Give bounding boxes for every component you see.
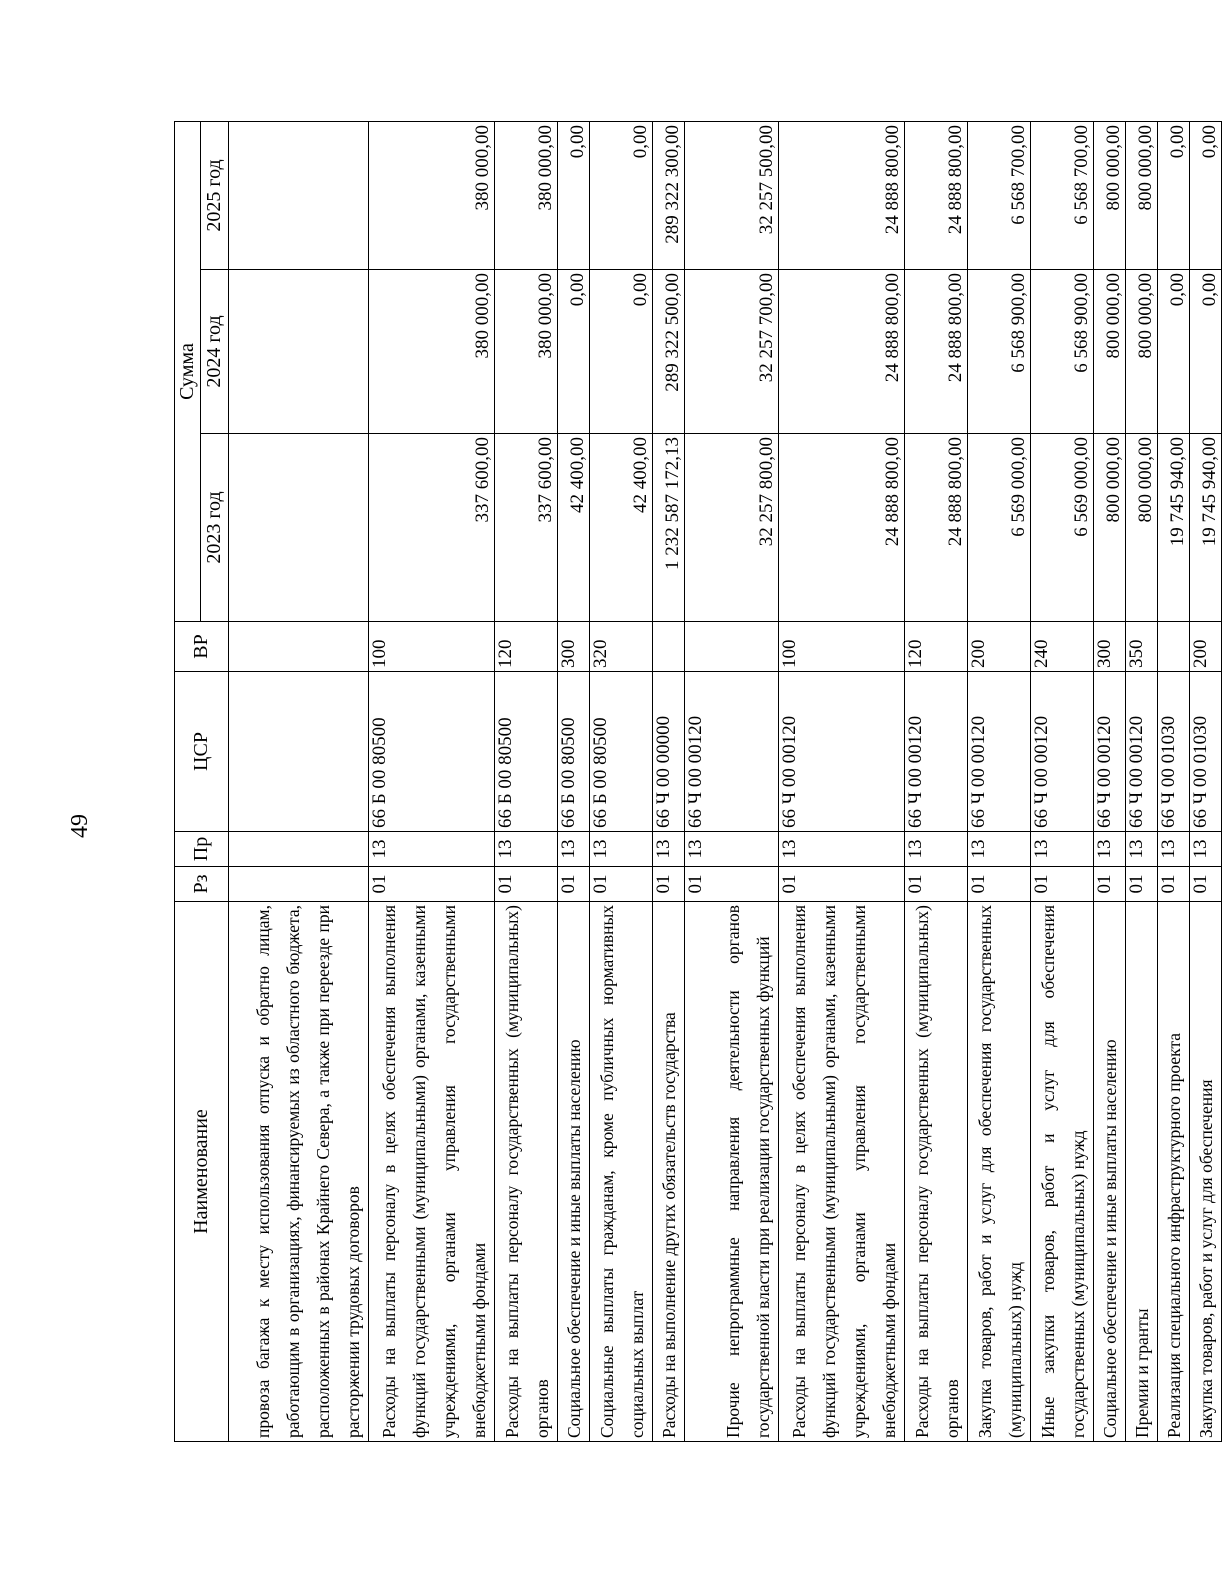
row-vr-cell: 120: [495, 622, 558, 672]
row-pr-cell: 13: [1031, 832, 1094, 867]
row-vr-cell: 240: [1031, 622, 1094, 672]
rotated-table-container: [174, 122, 1220, 1442]
row-vr-cell: 320: [590, 622, 653, 672]
row-csr-cell: 66 Ч 00 00120: [1094, 672, 1126, 832]
row-vr-cell: [1158, 622, 1190, 672]
table-row: [590, 121, 653, 1441]
row-amount-2025: 6 568 700,00: [968, 121, 1031, 269]
table-row: [558, 121, 590, 1441]
row-amount-2023: 32 257 800,00: [685, 434, 779, 622]
row-pr-cell: 13: [1158, 832, 1190, 867]
header-year-2023: 2023 год: [201, 434, 229, 622]
row-csr-cell: 66 Ч 00 00120: [1031, 672, 1094, 832]
table-body: [229, 121, 1222, 1441]
row-amount-2023: 6 569 000,00: [1031, 434, 1094, 622]
row-name-cell: Расходы на выплаты персоналу государственных (муниципальных) органов: [495, 902, 558, 1442]
row-amount-2025: 0,00: [558, 121, 590, 269]
row-rz-cell: [229, 867, 369, 902]
row-amount-2025: [229, 121, 369, 269]
row-amount-2023: 337 600,00: [369, 434, 495, 622]
row-rz-cell: 01: [905, 867, 968, 902]
row-rz-cell: 01: [1158, 867, 1190, 902]
row-amount-2024: 0,00: [1190, 270, 1222, 434]
row-csr-cell: 66 Б 00 80500: [590, 672, 653, 832]
table-row: [905, 121, 968, 1441]
row-amount-2023: [229, 434, 369, 622]
table-row: [1190, 121, 1222, 1441]
row-vr-cell: 300: [1094, 622, 1126, 672]
row-vr-cell: [653, 622, 685, 672]
row-name-cell: Социальное обеспечение и иные выплаты населению: [558, 902, 590, 1442]
row-rz-cell: 01: [968, 867, 1031, 902]
row-vr-cell: [229, 622, 369, 672]
row-amount-2023: 24 888 800,00: [905, 434, 968, 622]
row-pr-cell: 13: [590, 832, 653, 867]
table-row: [968, 121, 1031, 1441]
row-amount-2023: 42 400,00: [590, 434, 653, 622]
row-amount-2025: 24 888 800,00: [905, 121, 968, 269]
row-amount-2024: 0,00: [558, 270, 590, 434]
row-amount-2023: 337 600,00: [495, 434, 558, 622]
row-vr-cell: 350: [1126, 622, 1158, 672]
row-vr-cell: 100: [779, 622, 905, 672]
table-row: [1126, 121, 1158, 1441]
budget-table: [174, 121, 1222, 1442]
row-name-cell: Расходы на выплаты персоналу в целях обеспечения выполнения функций государственными (муниципальными) органами, казенными учреждениями, органами управления государственными внебюджетными фондами: [779, 902, 905, 1442]
table-row: [1094, 121, 1126, 1441]
table-row: [1031, 121, 1094, 1441]
row-amount-2024: [229, 270, 369, 434]
row-amount-2024: 24 888 800,00: [905, 270, 968, 434]
row-amount-2025: 800 000,00: [1126, 121, 1158, 269]
row-amount-2024: 32 257 700,00: [685, 270, 779, 434]
row-rz-cell: 01: [1126, 867, 1158, 902]
row-name-cell: Социальное обеспечение и иные выплаты населению: [1094, 902, 1126, 1442]
row-amount-2024: 0,00: [1158, 270, 1190, 434]
row-amount-2023: 800 000,00: [1094, 434, 1126, 622]
row-vr-cell: [685, 622, 779, 672]
row-amount-2025: 0,00: [590, 121, 653, 269]
row-rz-cell: 01: [1094, 867, 1126, 902]
row-rz-cell: 01: [1190, 867, 1222, 902]
row-pr-cell: 13: [369, 832, 495, 867]
row-csr-cell: 66 Ч 00 00000: [653, 672, 685, 832]
page-number: 49: [67, 814, 93, 838]
row-pr-cell: 13: [685, 832, 779, 867]
row-amount-2025: 800 000,00: [1094, 121, 1126, 269]
row-amount-2024: 0,00: [590, 270, 653, 434]
row-amount-2023: 42 400,00: [558, 434, 590, 622]
row-vr-cell: 300: [558, 622, 590, 672]
row-pr-cell: 13: [495, 832, 558, 867]
row-csr-cell: 66 Ч 00 00120: [968, 672, 1031, 832]
table-row: [495, 121, 558, 1441]
row-pr-cell: 13: [653, 832, 685, 867]
row-name-cell: Премии и гранты: [1126, 902, 1158, 1442]
row-amount-2025: 0,00: [1190, 121, 1222, 269]
row-name-cell: Реализация специального инфраструктурного проекта: [1158, 902, 1190, 1442]
row-rz-cell: 01: [369, 867, 495, 902]
header-row-top: [175, 121, 201, 1441]
row-name-cell: Закупка товаров, работ и услуг для обеспечения: [1190, 902, 1222, 1442]
row-pr-cell: 13: [905, 832, 968, 867]
row-vr-cell: 200: [1190, 622, 1222, 672]
row-csr-cell: 66 Б 00 80500: [495, 672, 558, 832]
row-name-cell: Прочие непрограммные направления деятельности органов государственной власти при реализации государственных функций: [685, 902, 779, 1442]
row-pr-cell: [229, 832, 369, 867]
row-pr-cell: 13: [558, 832, 590, 867]
row-name-cell: Расходы на выплаты персоналу государственных (муниципальных) органов: [905, 902, 968, 1442]
header-pr: Пр: [175, 832, 229, 867]
row-name-cell: Расходы на выполнение других обязательств государства: [653, 902, 685, 1442]
row-rz-cell: 01: [558, 867, 590, 902]
table-row: [685, 121, 779, 1441]
row-vr-cell: 100: [369, 622, 495, 672]
row-csr-cell: [229, 672, 369, 832]
row-rz-cell: 01: [779, 867, 905, 902]
row-amount-2024: 800 000,00: [1126, 270, 1158, 434]
row-name-cell: Иные закупки товаров, работ и услуг для обеспечения государственных (муниципальных) нужд: [1031, 902, 1094, 1442]
row-pr-cell: 13: [968, 832, 1031, 867]
row-rz-cell: 01: [495, 867, 558, 902]
row-amount-2023: 24 888 800,00: [779, 434, 905, 622]
row-amount-2023: 19 745 940,00: [1158, 434, 1190, 622]
table-row: [1158, 121, 1190, 1441]
row-name-cell: Расходы на выплаты персоналу в целях обеспечения выполнения функций государственными (муниципальными) органами, казенными учреждениями, органами управления государственными внебюджетными фондами: [369, 902, 495, 1442]
table-row: [229, 121, 369, 1441]
row-amount-2023: 6 569 000,00: [968, 434, 1031, 622]
row-amount-2025: 0,00: [1158, 121, 1190, 269]
header-year-2025: 2025 год: [201, 121, 229, 269]
header-csr: ЦСР: [175, 672, 229, 832]
row-rz-cell: 01: [685, 867, 779, 902]
row-amount-2024: 380 000,00: [369, 270, 495, 434]
row-csr-cell: 66 Б 00 80500: [558, 672, 590, 832]
row-amount-2023: 800 000,00: [1126, 434, 1158, 622]
row-name-cell: Закупка товаров, работ и услуг для обеспечения государственных (муниципальных) нужд: [968, 902, 1031, 1442]
row-pr-cell: 13: [1094, 832, 1126, 867]
row-csr-cell: 66 Ч 00 00120: [779, 672, 905, 832]
row-vr-cell: 120: [905, 622, 968, 672]
row-rz-cell: 01: [1031, 867, 1094, 902]
row-csr-cell: 66 Ч 00 01030: [1190, 672, 1222, 832]
row-amount-2025: 6 568 700,00: [1031, 121, 1094, 269]
table-row: [369, 121, 495, 1441]
row-amount-2024: 800 000,00: [1094, 270, 1126, 434]
row-vr-cell: 200: [968, 622, 1031, 672]
row-rz-cell: 01: [590, 867, 653, 902]
row-amount-2023: 1 232 587 172,13: [653, 434, 685, 622]
row-amount-2024: 24 888 800,00: [779, 270, 905, 434]
header-rz: Рз: [175, 867, 229, 902]
row-pr-cell: 13: [1126, 832, 1158, 867]
row-pr-cell: 13: [1190, 832, 1222, 867]
row-csr-cell: 66 Б 00 80500: [369, 672, 495, 832]
row-amount-2025: 24 888 800,00: [779, 121, 905, 269]
row-csr-cell: 66 Ч 00 00120: [905, 672, 968, 832]
header-year-2024: 2024 год: [201, 270, 229, 434]
header-sum: Сумма: [175, 121, 201, 621]
row-amount-2025: 380 000,00: [495, 121, 558, 269]
header-name: Наименование: [175, 902, 229, 1442]
row-amount-2024: 6 568 900,00: [1031, 270, 1094, 434]
row-rz-cell: 01: [653, 867, 685, 902]
row-name-cell: Социальные выплаты гражданам, кроме публичных нормативных социальных выплат: [590, 902, 653, 1442]
table-row: [653, 121, 685, 1441]
row-amount-2024: 380 000,00: [495, 270, 558, 434]
row-pr-cell: 13: [779, 832, 905, 867]
table-row: [779, 121, 905, 1441]
row-csr-cell: 66 Ч 00 00120: [685, 672, 779, 832]
row-amount-2023: 19 745 940,00: [1190, 434, 1222, 622]
row-amount-2024: 6 568 900,00: [968, 270, 1031, 434]
row-amount-2025: 380 000,00: [369, 121, 495, 269]
row-amount-2024: 289 322 500,00: [653, 270, 685, 434]
row-amount-2025: 289 322 300,00: [653, 121, 685, 269]
row-csr-cell: 66 Ч 00 00120: [1126, 672, 1158, 832]
row-amount-2025: 32 257 500,00: [685, 121, 779, 269]
row-name-cell: провоза багажа к месту использования отпуска и обратно лицам, работающим в организациях, финансируемых из областного бюджета, расположенных в районах Крайнего Севера, а также при переезде при расторжении трудовых договоров: [229, 902, 369, 1442]
row-csr-cell: 66 Ч 00 01030: [1158, 672, 1190, 832]
header-vr: ВР: [175, 622, 229, 672]
